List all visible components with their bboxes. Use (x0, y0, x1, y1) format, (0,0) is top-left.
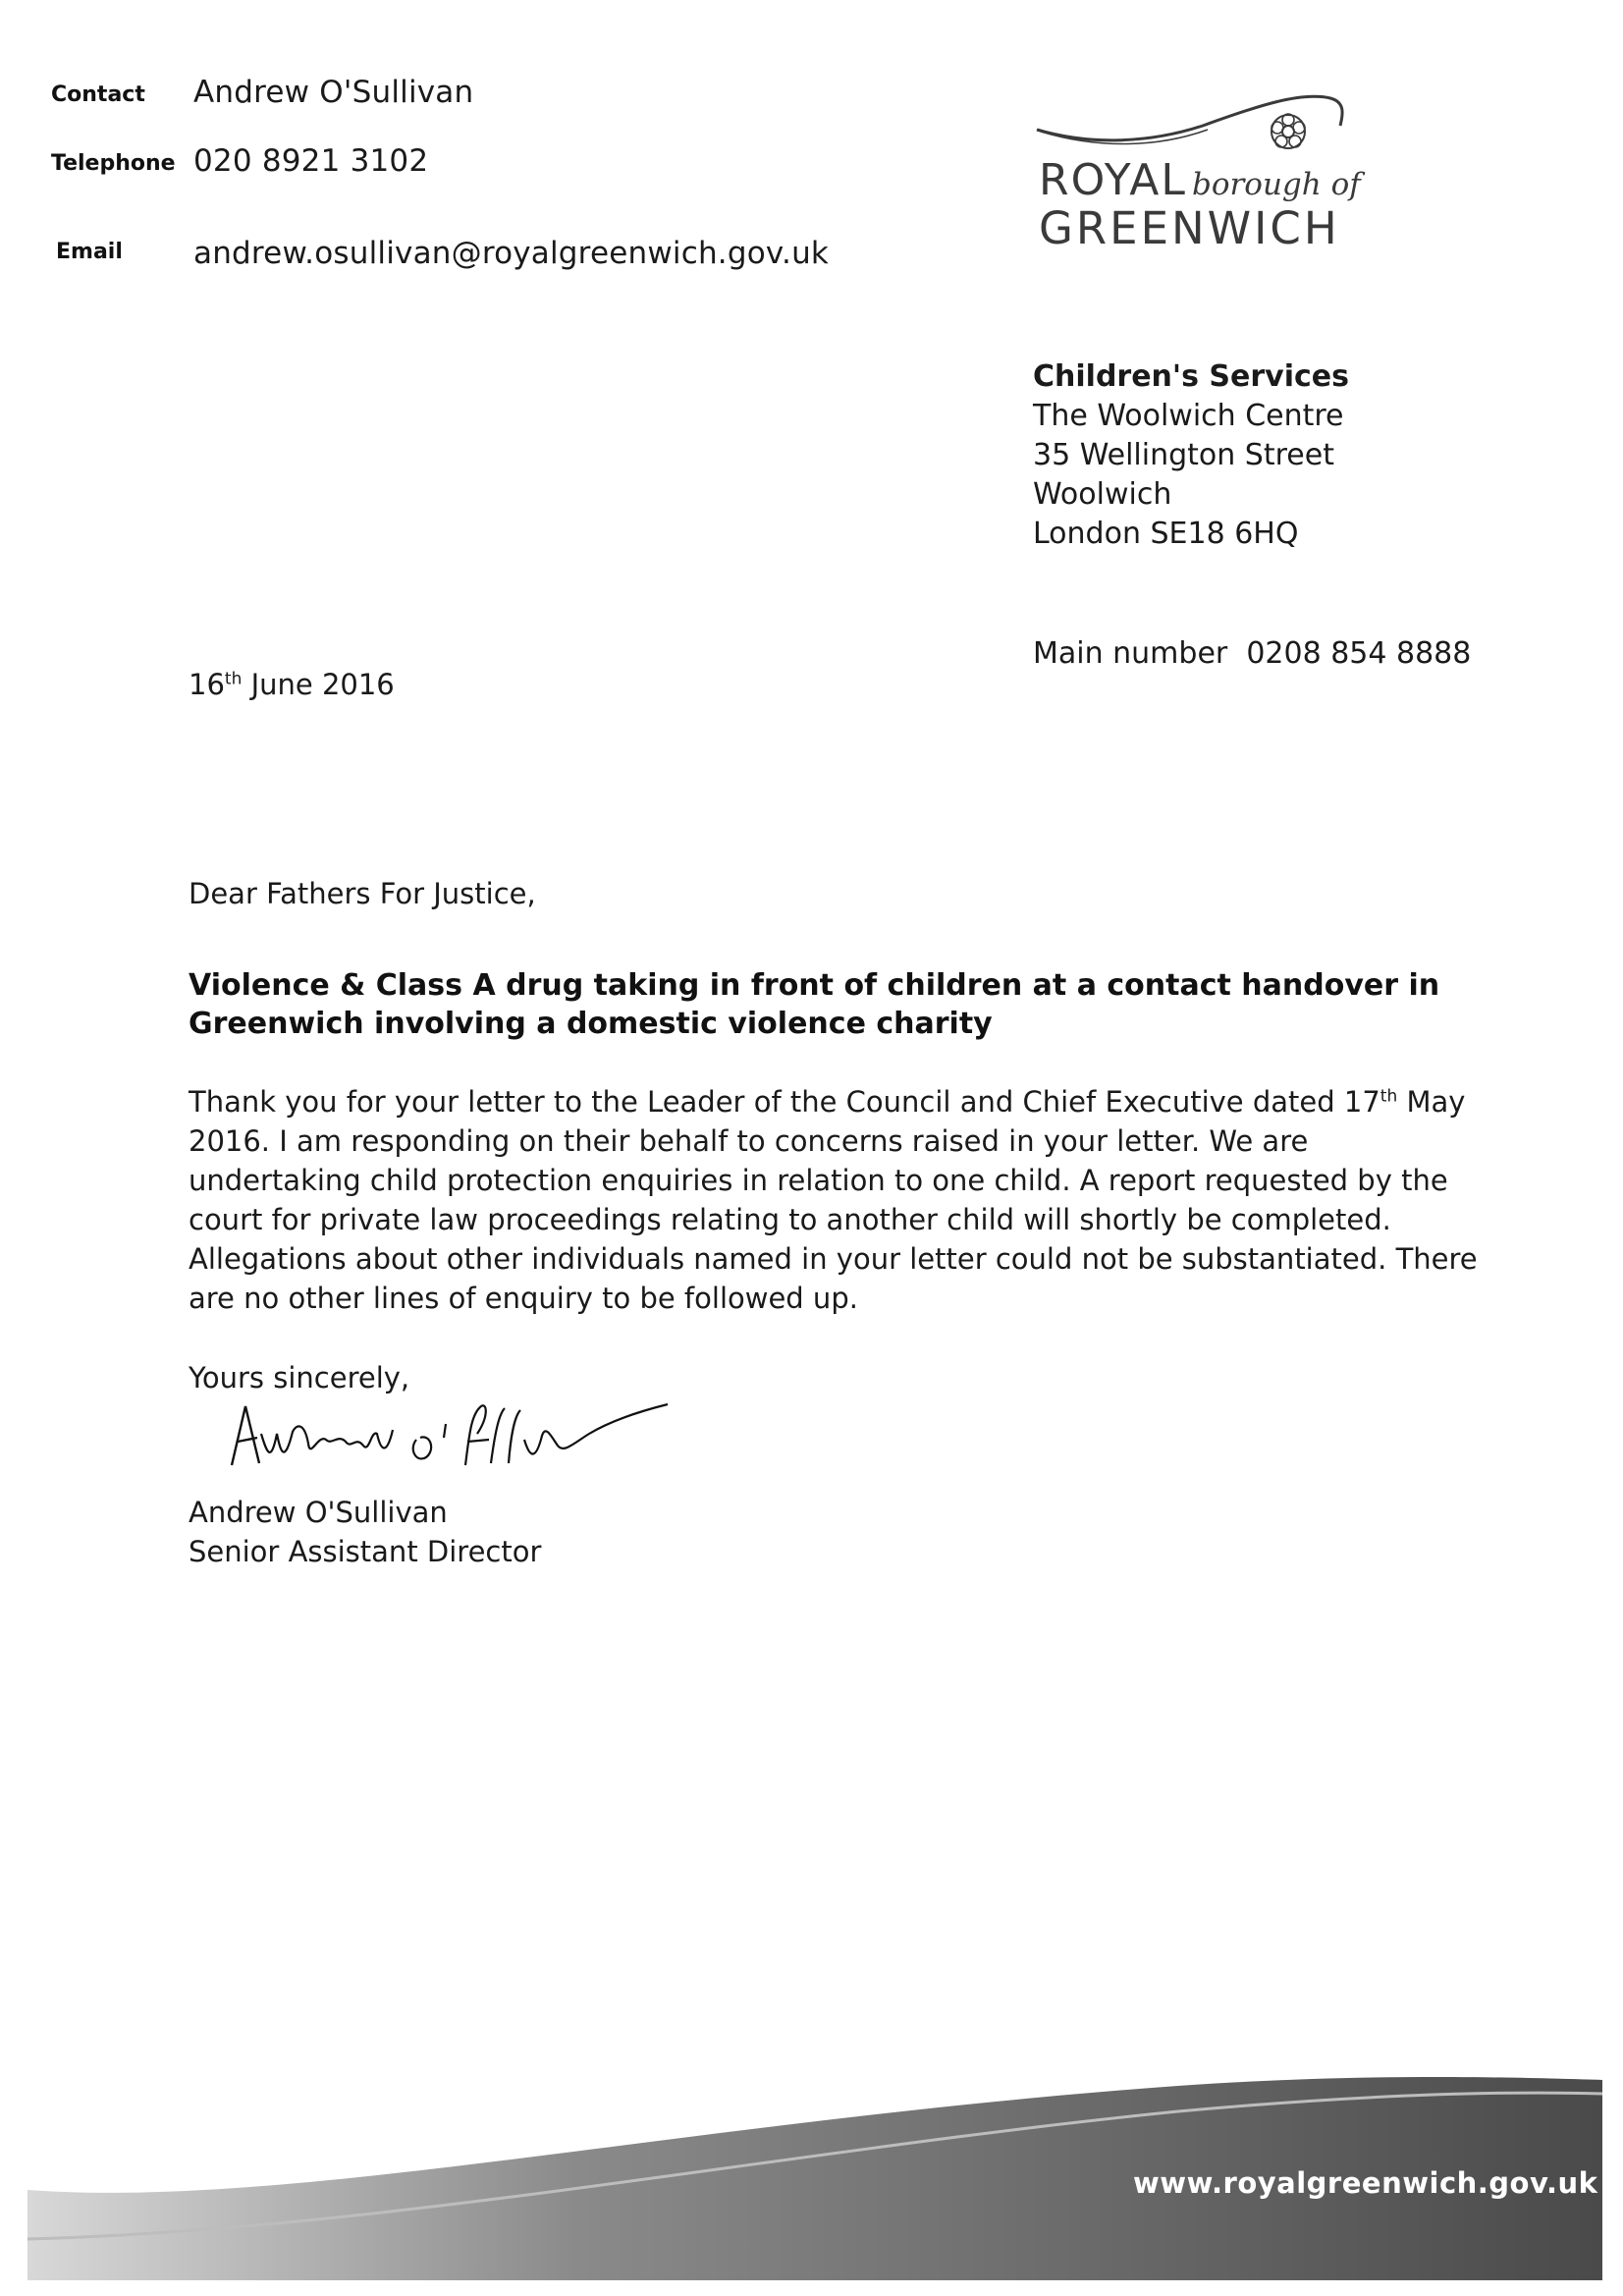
contact-name: Andrew O'Sullivan (193, 75, 474, 110)
telephone-label: Telephone (51, 151, 176, 176)
closing: Yours sincerely, (189, 1361, 410, 1394)
tudor-rose-icon (1267, 110, 1310, 153)
address-line-2: 35 Wellington Street (1033, 438, 1334, 472)
address-line-4: London SE18 6HQ (1033, 517, 1299, 551)
paragraph-line-5: Allegations about other individuals named in your letter could not be substantiated. There (189, 1242, 1478, 1276)
paragraph-line-1-text: Thank you for your letter to the Leader of the Council and Chief Executive dated 17 (189, 1085, 1380, 1119)
subject-line-1: Violence & Class A drug taking in front of children at a contact handover in (189, 968, 1440, 1003)
contact-label: Contact (51, 82, 145, 107)
letter-date (189, 668, 395, 701)
body-paragraph (189, 1082, 1478, 1318)
main-number (1033, 634, 1471, 674)
main-number-value: 0208 854 8888 (1246, 636, 1472, 671)
date-rest: June 2016 (242, 668, 395, 701)
footer-website-link[interactable]: www.royalgreenwich.gov.uk (1133, 2166, 1598, 2200)
email-label: Email (56, 240, 123, 264)
paragraph-line-1 (189, 1082, 1478, 1121)
handwritten-signature (224, 1394, 676, 1483)
department-name: Children's Services (1033, 359, 1349, 394)
address-line-1: The Woolwich Centre (1033, 399, 1344, 433)
date-day: 16 (189, 668, 225, 701)
logo-greenwich-text: GREENWICH (1039, 202, 1340, 254)
subject-line-2: Greenwich involving a domestic violence charity (189, 1007, 993, 1041)
telephone-value: 020 8921 3102 (193, 143, 429, 179)
signatory-title: Senior Assistant Director (189, 1535, 542, 1568)
address-line-3: Woolwich (1033, 477, 1172, 512)
paragraph-line-4: court for private law proceedings relating to another child will shortly be completed. (189, 1203, 1391, 1236)
logo-borough-text: borough of (1191, 167, 1361, 202)
signatory-name: Andrew O'Sullivan (189, 1496, 448, 1529)
subject-heading (189, 966, 1439, 1043)
date-suffix: th (224, 669, 243, 689)
paragraph-line-2: 2016. I am responding on their behalf to concerns raised in your letter. We are (189, 1124, 1309, 1158)
main-number-label: Main number (1033, 636, 1228, 671)
signatory-block (189, 1493, 541, 1571)
royal-greenwich-logo (1031, 86, 1361, 283)
paragraph-line-3: undertaking child protection enquiries in relation to one child. A report requested by the (189, 1164, 1448, 1197)
paragraph-line-1-end: May (1397, 1085, 1466, 1119)
salutation: Dear Fathers For Justice, (189, 877, 536, 910)
paragraph-line-6: are no other lines of enquiry to be followed up. (189, 1282, 858, 1315)
logo-top-line (1039, 155, 1361, 205)
paragraph-line-1-sup: th (1380, 1086, 1398, 1107)
logo-royal-text: ROYAL (1039, 155, 1187, 205)
email-value: andrew.osullivan@royalgreenwich.gov.uk (193, 236, 830, 271)
address-block (1033, 357, 1349, 554)
